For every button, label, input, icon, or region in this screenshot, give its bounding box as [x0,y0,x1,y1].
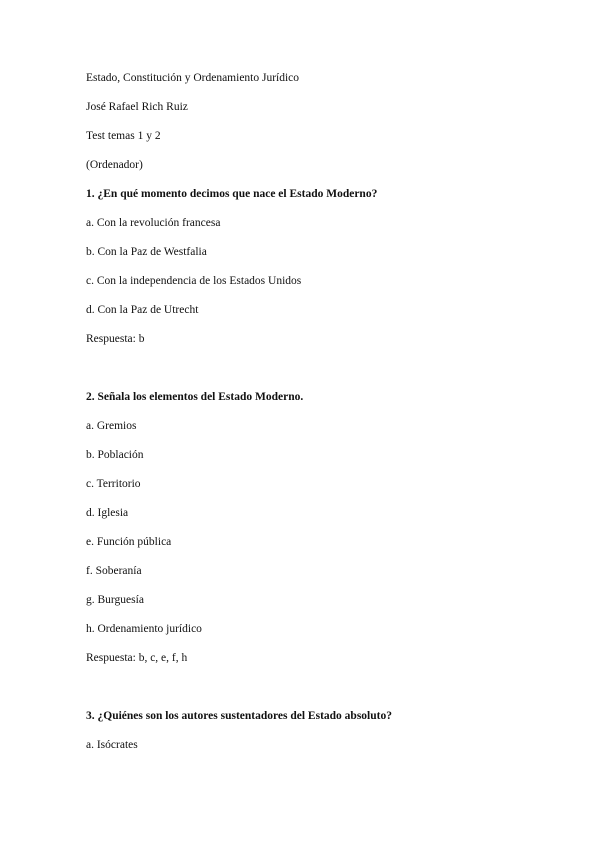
question-2-option-d: d. Iglesia [86,507,129,519]
question-3-option-a: a. Isócrates [86,739,138,751]
question-1-option-c: c. Con la independencia de los Estados Unidos [86,275,302,287]
question-2-option-a: a. Gremios [86,420,137,432]
question-2-option-e: e. Función pública [86,536,172,548]
spacer [86,680,526,709]
test-name: Test temas 1 y 2 [86,130,161,142]
question-1-option-b: b. Con la Paz de Westfalia [86,246,207,258]
question-2-answer: Respuesta: b, c, e, f, h [86,652,188,664]
spacer [86,361,526,390]
question-2-option-b: b. Población [86,449,144,461]
question-2-option-f: f. Soberanía [86,565,142,577]
question-1-answer: Respuesta: b [86,333,145,345]
author-name: José Rafael Rich Ruiz [86,101,188,113]
question-1: 1. ¿En qué momento decimos que nace el Estado Moderno? [86,188,378,200]
question-1-option-a: a. Con la revolución francesa [86,217,221,229]
test-note: (Ordenador) [86,159,143,171]
question-2: 2. Señala los elementos del Estado Moderno. [86,391,304,403]
question-3: 3. ¿Quiénes son los autores sustentadores del Estado absoluto? [86,710,392,722]
question-2-option-c: c. Territorio [86,478,141,490]
question-1-option-d: d. Con la Paz de Utrecht [86,304,199,316]
question-2-option-g: g. Burguesía [86,594,144,606]
document-content [86,71,526,767]
question-2-option-h: h. Ordenamiento jurídico [86,623,202,635]
course-title: Estado, Constitución y Ordenamiento Jurídico [86,72,300,84]
